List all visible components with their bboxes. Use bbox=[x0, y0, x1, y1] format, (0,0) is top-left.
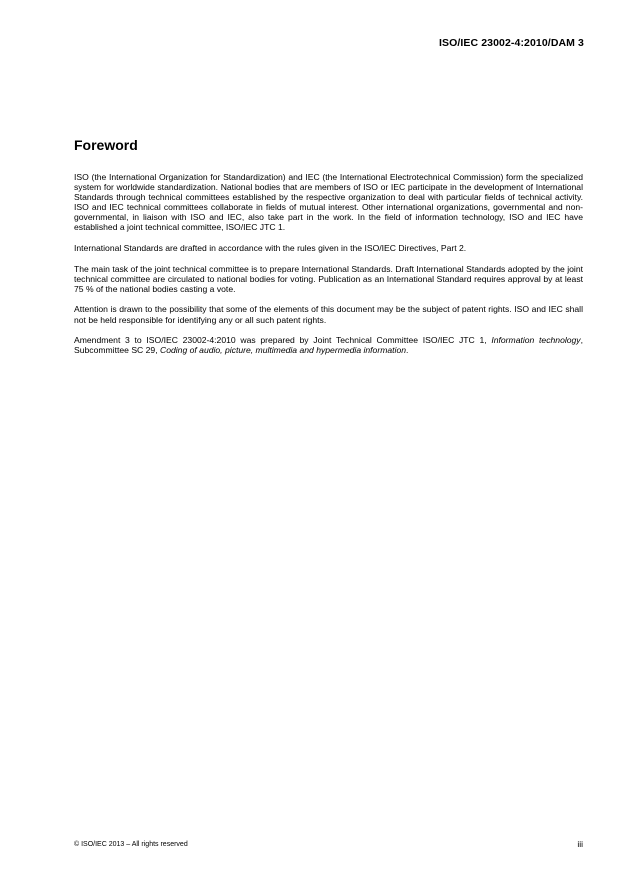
document-identifier: ISO/IEC 23002-4:2010/DAM 3 bbox=[438, 37, 584, 49]
committee-title: Information technology bbox=[491, 335, 581, 346]
foreword-paragraph-3: The main task of the joint technical committee is to prepare International Standards. Draft International Standards adopted by the joint technical committee are circulated to national bodies for voting. Publication as an International Standard requires approval by at least 75 % of the national bodies casting a vote. bbox=[74, 263, 583, 294]
page-number: iii bbox=[577, 839, 583, 849]
foreword-paragraph-2: International Standards are drafted in accordance with the rules given in the ISO/IEC Directives, Part 2. bbox=[74, 243, 467, 254]
subcommittee-title: Coding of audio, picture, multimedia and hypermedia information bbox=[159, 345, 406, 356]
amendment-text-1: Amendment 3 to ISO/IEC 23002-4:2010 was prepared by Joint Technical Committee ISO/IEC JTC 1, bbox=[74, 335, 487, 346]
foreword-heading: Foreword bbox=[74, 137, 138, 153]
foreword-body bbox=[74, 172, 583, 366]
amendment-text-end: . bbox=[406, 345, 409, 356]
foreword-paragraph-4: Attention is drawn to the possibility that some of the elements of this document may be the subject of patent rights. ISO and IEC shall not be held responsible for identifying any or all such patent rights. bbox=[74, 304, 583, 325]
foreword-paragraph-1: ISO (the International Organization for Standardization) and IEC (the International Electrotechnical Commission) form the specialized system for worldwide standardization. National bodies that are members of ISO or IEC participate in the development of International Standards through technical committees established by the respective organization to deal with particular fields of technical activity. ISO and IEC technical committees collaborate in fields of mutual interest. Other international organizations, governmental and non-governmental, in liaison with ISO and IEC, also take part in the work. In the field of information technology, ISO and IEC have established a joint technical committee, ISO/IEC JTC 1. bbox=[74, 172, 583, 233]
copyright-notice: © ISO/IEC 2013 – All rights reserved bbox=[74, 841, 188, 848]
amendment-text-2: , Subcommittee SC 29, bbox=[74, 335, 583, 356]
foreword-paragraph-5 bbox=[74, 335, 583, 355]
